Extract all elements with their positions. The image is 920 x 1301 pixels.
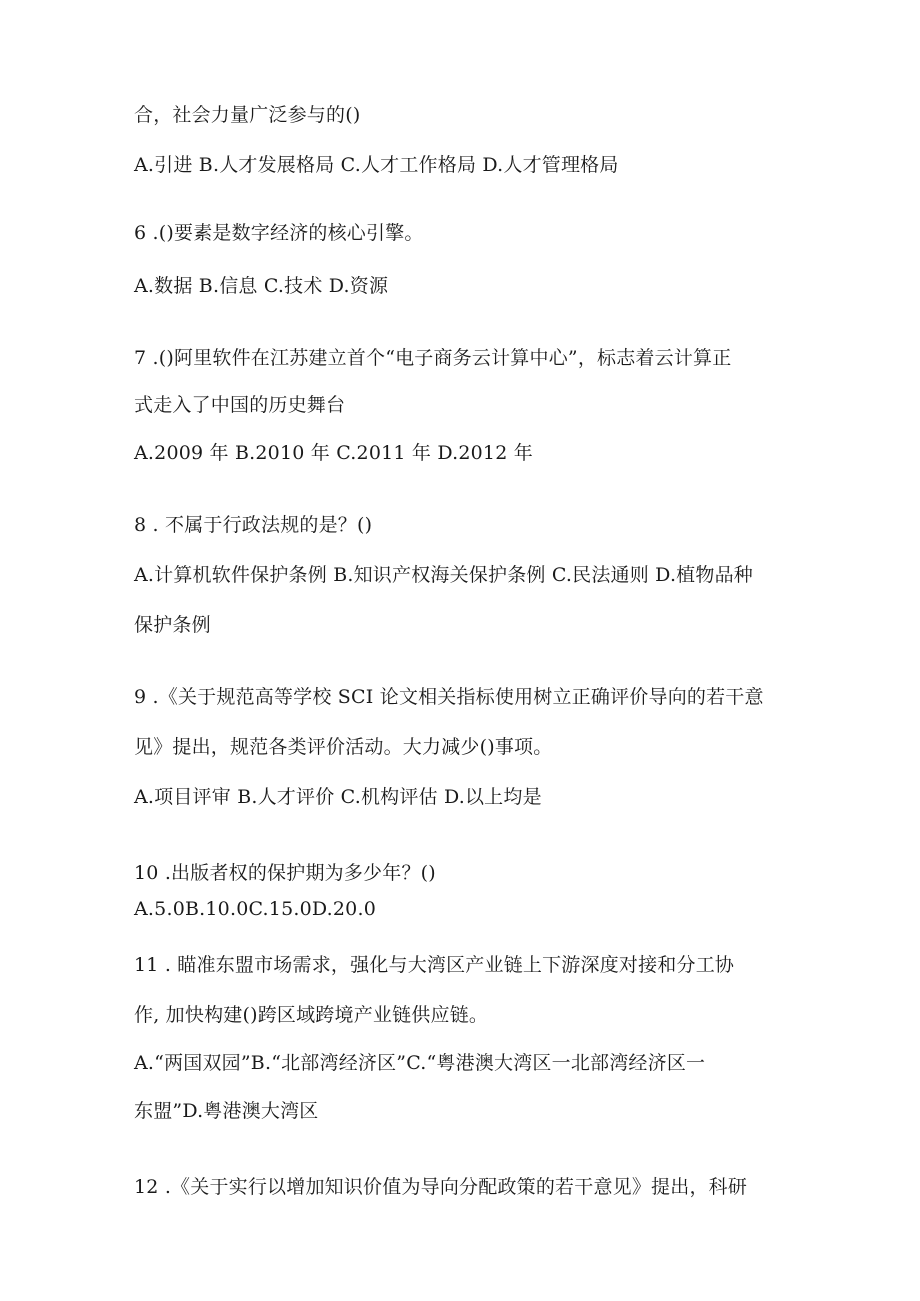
question-8-options-line-2: 保护条例	[134, 614, 211, 636]
question-8-options-line-1: A.计算机软件保护条例 B.知识产权海关保护条例 C.民法通则 D.植物品种	[134, 564, 753, 586]
question-11-stem-line-1: 11 . 瞄准东盟市场需求，强化与大湾区产业链上下游深度对接和分工协	[134, 954, 735, 976]
question-11-options-line-1: A.“两国双园”B.“北部湾经济区”C.“粤港澳大湾区一北部湾经济区一	[134, 1052, 706, 1074]
question-8-stem: 8 . 不属于行政法规的是？()	[134, 514, 373, 536]
question-7-stem-line-1: 7 .()阿里软件在江苏建立首个“电子商务云计算中心”，标志着云计算正	[134, 347, 732, 369]
question-11-options-line-2: 东盟”D.粤港澳大湾区	[134, 1100, 319, 1122]
question-7-stem-line-2: 式走入了中国的历史舞台	[134, 394, 346, 416]
question-6-options: A.数据 B.信息 C.技术 D.资源	[134, 275, 389, 297]
question-10-options: A.5.0B.10.0C.15.0D.20.0	[134, 898, 376, 920]
question-12-stem: 12 .《关于实行以增加知识价值为导向分配政策的若干意见》提出，科研	[134, 1176, 748, 1198]
question-9-stem-line-1: 9 .《关于规范高等学校 SCI 论文相关指标使用树立正确评价导向的若干意	[134, 686, 764, 708]
question-10-stem: 10 .出版者权的保护期为多少年？()	[134, 862, 436, 884]
question-5-stem-tail: 合，社会力量广泛参与的()	[134, 104, 361, 126]
question-7-options: A.2009 年 B.2010 年 C.2011 年 D.2012 年	[134, 442, 533, 464]
question-5-options: A.引进 B.人才发展格局 C.人才工作格局 D.人才管理格局	[134, 154, 619, 176]
question-9-options: A.项目评审 B.人才评价 C.机构评估 D.以上均是	[134, 786, 542, 808]
question-9-stem-line-2: 见》提出，规范各类评价活动。大力减少()事项。	[134, 736, 553, 758]
question-6-stem: 6 .()要素是数字经济的核心引擎。	[134, 222, 424, 244]
question-11-stem-line-2: 作, 加快构建()跨区域跨境产业链供应链。	[134, 1004, 489, 1026]
